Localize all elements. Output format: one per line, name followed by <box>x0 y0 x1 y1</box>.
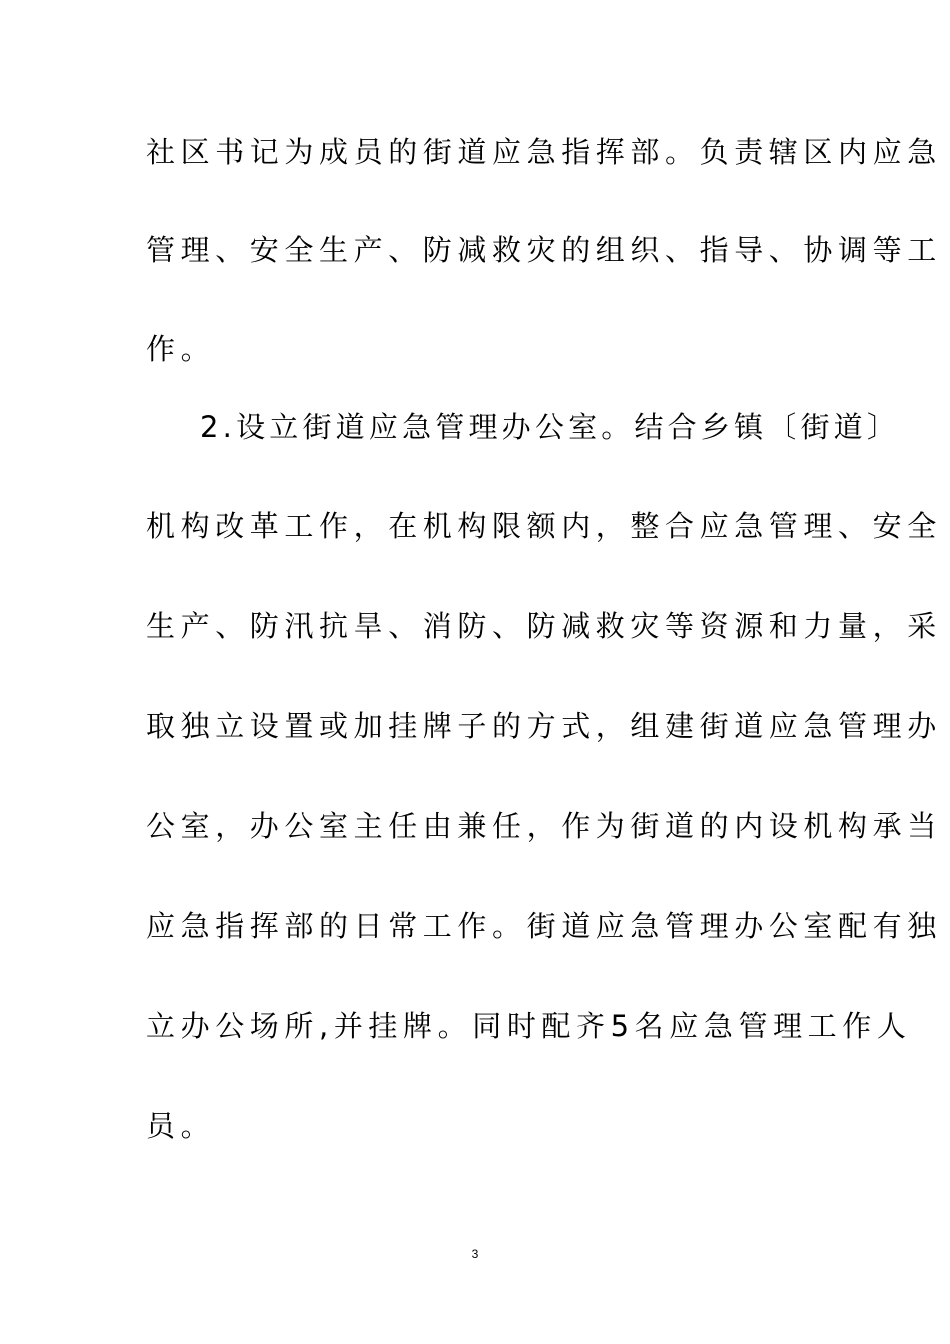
text-line: 立办公场所,并挂牌。同时配齐5名应急管理工作人 <box>146 1009 912 1043</box>
text-line: 社区书记为成员的街道应急指挥部。负责辖区内应急 <box>146 135 942 169</box>
text-line: 生产、防汛抗旱、消防、防减救灾等资源和力量，采 <box>146 609 942 643</box>
text-line: 员。 <box>146 1109 216 1143</box>
text-line: 管理、安全生产、防减救灾的组织、指导、协调等工 <box>146 233 942 267</box>
text-line: 公室，办公室主任由兼任，作为街道的内设机构承当 <box>146 809 942 843</box>
text-line: 作。 <box>146 332 216 366</box>
text-line: 2.设立街道应急管理办公室。结合乡镇〔街道〕 <box>200 410 901 444</box>
text-line: 机构改革工作，在机构限额内，整合应急管理、安全 <box>146 509 942 543</box>
text-line: 取独立设置或加挂牌子的方式，组建街道应急管理办 <box>146 709 942 743</box>
text-line: 应急指挥部的日常工作。街道应急管理办公室配有独 <box>146 909 942 943</box>
page-number: 3 <box>471 1247 479 1261</box>
